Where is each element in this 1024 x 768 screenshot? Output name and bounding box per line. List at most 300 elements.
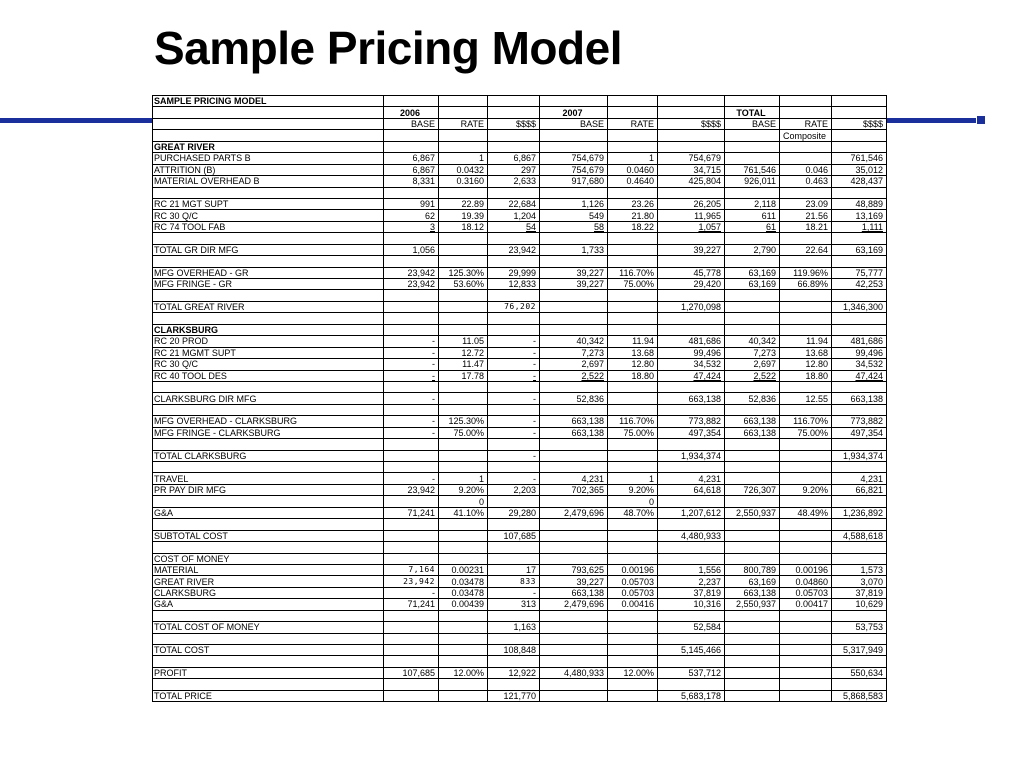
value-cell bbox=[384, 656, 439, 667]
row-label-cell: MFG FRINGE - CLARKSBURG bbox=[153, 427, 384, 438]
row-label-cell bbox=[153, 633, 384, 644]
value-cell: 1,163 bbox=[488, 622, 540, 633]
value-cell: - bbox=[488, 370, 540, 381]
value-cell bbox=[384, 290, 439, 301]
value-cell bbox=[658, 141, 725, 152]
table-row bbox=[153, 484, 887, 495]
blank-row bbox=[153, 462, 887, 473]
value-cell bbox=[608, 679, 658, 690]
value-cell: 2,522 bbox=[725, 370, 780, 381]
slide-title: Sample Pricing Model bbox=[154, 22, 622, 74]
value-cell: - bbox=[384, 416, 439, 427]
value-cell bbox=[540, 462, 608, 473]
value-cell: - bbox=[488, 450, 540, 461]
value-cell bbox=[725, 690, 780, 701]
blank-row bbox=[153, 256, 887, 267]
value-cell: 47,424 bbox=[658, 370, 725, 381]
value-cell bbox=[439, 324, 488, 335]
value-cell bbox=[658, 462, 725, 473]
value-cell bbox=[488, 519, 540, 530]
value-cell: 297 bbox=[488, 164, 540, 175]
value-cell bbox=[832, 381, 887, 392]
value-cell: 52,836 bbox=[725, 393, 780, 404]
row-label-cell: RC 20 PROD bbox=[153, 336, 384, 347]
column-header-row bbox=[153, 118, 887, 129]
value-cell bbox=[780, 313, 832, 324]
value-cell: - bbox=[384, 427, 439, 438]
value-cell bbox=[832, 519, 887, 530]
value-cell bbox=[439, 393, 488, 404]
value-cell: 0.00416 bbox=[608, 599, 658, 610]
row-label-cell: SAMPLE PRICING MODEL bbox=[153, 96, 384, 107]
value-cell: 549 bbox=[540, 210, 608, 221]
table-row bbox=[153, 450, 887, 461]
table-row bbox=[153, 530, 887, 541]
value-cell: 0.04860 bbox=[780, 576, 832, 587]
value-cell: 550,634 bbox=[832, 667, 887, 678]
row-label-cell bbox=[153, 381, 384, 392]
value-cell: 9.20% bbox=[439, 484, 488, 495]
value-cell: 63,169 bbox=[832, 244, 887, 255]
value-cell bbox=[540, 450, 608, 461]
row-label-cell bbox=[153, 439, 384, 450]
value-cell: 17 bbox=[488, 564, 540, 575]
value-cell bbox=[540, 679, 608, 690]
value-cell: 63,169 bbox=[725, 576, 780, 587]
value-cell bbox=[608, 130, 658, 141]
table-row bbox=[153, 244, 887, 255]
value-cell bbox=[384, 462, 439, 473]
table-row bbox=[153, 690, 887, 701]
row-label-cell bbox=[153, 404, 384, 415]
value-cell: 71,241 bbox=[384, 507, 439, 518]
value-cell: 2,550,937 bbox=[725, 599, 780, 610]
value-cell: - bbox=[488, 347, 540, 358]
table-row bbox=[153, 324, 887, 335]
value-cell bbox=[439, 290, 488, 301]
value-cell bbox=[658, 439, 725, 450]
value-cell bbox=[488, 462, 540, 473]
value-cell bbox=[832, 256, 887, 267]
value-cell bbox=[488, 656, 540, 667]
row-label-cell: GREAT RIVER bbox=[153, 576, 384, 587]
value-cell bbox=[439, 633, 488, 644]
value-cell: 1,111 bbox=[832, 221, 887, 232]
value-cell: 37,819 bbox=[658, 587, 725, 598]
value-cell: 42,253 bbox=[832, 279, 887, 290]
value-cell bbox=[384, 679, 439, 690]
value-cell bbox=[540, 439, 608, 450]
value-cell: 5,145,466 bbox=[658, 645, 725, 656]
value-cell: $$$$ bbox=[658, 118, 725, 129]
value-cell bbox=[725, 153, 780, 164]
value-cell bbox=[780, 462, 832, 473]
value-cell bbox=[832, 233, 887, 244]
value-cell: 7,273 bbox=[540, 347, 608, 358]
value-cell: 0.00231 bbox=[439, 564, 488, 575]
value-cell bbox=[384, 324, 439, 335]
value-cell: 2,697 bbox=[540, 359, 608, 370]
value-cell bbox=[832, 656, 887, 667]
value-cell bbox=[780, 324, 832, 335]
row-label-cell: RC 21 MGT SUPT bbox=[153, 198, 384, 209]
row-label-cell bbox=[153, 233, 384, 244]
value-cell: 2,479,696 bbox=[540, 599, 608, 610]
value-cell bbox=[439, 462, 488, 473]
value-cell: 99,496 bbox=[832, 347, 887, 358]
value-cell: 6,867 bbox=[384, 153, 439, 164]
value-cell: - bbox=[488, 416, 540, 427]
value-cell bbox=[832, 553, 887, 564]
value-cell bbox=[608, 656, 658, 667]
value-cell: 13,169 bbox=[832, 210, 887, 221]
value-cell bbox=[832, 462, 887, 473]
table-row bbox=[153, 301, 887, 312]
row-label-cell: TRAVEL bbox=[153, 473, 384, 484]
value-cell bbox=[439, 450, 488, 461]
value-cell bbox=[658, 256, 725, 267]
value-cell: 34,715 bbox=[658, 164, 725, 175]
value-cell: 0.3160 bbox=[439, 176, 488, 187]
value-cell bbox=[540, 130, 608, 141]
value-cell: 13.68 bbox=[608, 347, 658, 358]
value-cell: 497,354 bbox=[658, 427, 725, 438]
value-cell: 18.22 bbox=[608, 221, 658, 232]
value-cell: 2,522 bbox=[540, 370, 608, 381]
value-cell bbox=[608, 256, 658, 267]
value-cell bbox=[658, 679, 725, 690]
value-cell bbox=[725, 656, 780, 667]
value-cell: 4,231 bbox=[658, 473, 725, 484]
blank-row bbox=[153, 542, 887, 553]
value-cell bbox=[725, 141, 780, 152]
value-cell: 119.96% bbox=[780, 267, 832, 278]
value-cell: 1,057 bbox=[658, 221, 725, 232]
value-cell: 71,241 bbox=[384, 599, 439, 610]
value-cell bbox=[780, 233, 832, 244]
value-cell bbox=[488, 96, 540, 107]
value-cell bbox=[725, 324, 780, 335]
row-label-cell: GREAT RIVER bbox=[153, 141, 384, 152]
row-label-cell bbox=[153, 519, 384, 530]
value-cell bbox=[832, 439, 887, 450]
table-row bbox=[153, 370, 887, 381]
value-cell bbox=[488, 233, 540, 244]
table-row bbox=[153, 427, 887, 438]
value-cell: 39,227 bbox=[540, 576, 608, 587]
value-cell bbox=[488, 290, 540, 301]
row-label-cell bbox=[153, 256, 384, 267]
value-cell bbox=[384, 690, 439, 701]
value-cell bbox=[608, 290, 658, 301]
value-cell: - bbox=[488, 393, 540, 404]
table-row bbox=[153, 587, 887, 598]
value-cell bbox=[608, 107, 658, 118]
row-label-cell bbox=[153, 462, 384, 473]
value-cell bbox=[725, 679, 780, 690]
value-cell bbox=[540, 381, 608, 392]
table-row bbox=[153, 507, 887, 518]
value-cell: 11.05 bbox=[439, 336, 488, 347]
value-cell: 23,942 bbox=[384, 484, 439, 495]
value-cell bbox=[439, 187, 488, 198]
value-cell bbox=[725, 450, 780, 461]
value-cell bbox=[658, 656, 725, 667]
value-cell bbox=[832, 404, 887, 415]
value-cell bbox=[780, 633, 832, 644]
value-cell bbox=[658, 381, 725, 392]
value-cell bbox=[780, 667, 832, 678]
value-cell: 773,882 bbox=[832, 416, 887, 427]
table-row bbox=[153, 599, 887, 610]
value-cell: 425,804 bbox=[658, 176, 725, 187]
value-cell bbox=[780, 404, 832, 415]
value-cell: 991 bbox=[384, 198, 439, 209]
value-cell bbox=[780, 690, 832, 701]
value-cell: 11.94 bbox=[780, 336, 832, 347]
row-label-cell bbox=[153, 496, 384, 507]
value-cell bbox=[540, 542, 608, 553]
value-cell: 5,868,583 bbox=[832, 690, 887, 701]
value-cell: - bbox=[488, 587, 540, 598]
row-label-cell: TOTAL GR DIR MFG bbox=[153, 244, 384, 255]
value-cell: 10,629 bbox=[832, 599, 887, 610]
value-cell: 4,480,933 bbox=[658, 530, 725, 541]
value-cell: 12.55 bbox=[780, 393, 832, 404]
value-cell bbox=[540, 622, 608, 633]
value-cell: 481,686 bbox=[832, 336, 887, 347]
value-cell: 35,012 bbox=[832, 164, 887, 175]
value-cell bbox=[780, 187, 832, 198]
value-cell bbox=[439, 381, 488, 392]
pricing-model-body bbox=[153, 96, 887, 702]
value-cell bbox=[488, 107, 540, 118]
value-cell bbox=[608, 301, 658, 312]
value-cell: 48.49% bbox=[780, 507, 832, 518]
value-cell: 22.89 bbox=[439, 198, 488, 209]
value-cell: 663,138 bbox=[540, 427, 608, 438]
value-cell: 0.00417 bbox=[780, 599, 832, 610]
value-cell bbox=[780, 542, 832, 553]
value-cell: 0.00439 bbox=[439, 599, 488, 610]
value-cell bbox=[488, 130, 540, 141]
value-cell bbox=[725, 633, 780, 644]
value-cell bbox=[725, 233, 780, 244]
value-cell: 125.30% bbox=[439, 416, 488, 427]
row-label-cell: CLARKSBURG DIR MFG bbox=[153, 393, 384, 404]
table-row bbox=[153, 359, 887, 370]
value-cell bbox=[540, 645, 608, 656]
value-cell: 5,317,949 bbox=[832, 645, 887, 656]
value-cell bbox=[608, 324, 658, 335]
row-label-cell: TOTAL COST OF MONEY bbox=[153, 622, 384, 633]
value-cell bbox=[832, 496, 887, 507]
value-cell bbox=[439, 530, 488, 541]
value-cell bbox=[780, 153, 832, 164]
value-cell bbox=[540, 313, 608, 324]
table-row bbox=[153, 576, 887, 587]
value-cell bbox=[439, 141, 488, 152]
value-cell bbox=[725, 542, 780, 553]
table-row bbox=[153, 667, 887, 678]
value-cell: 0.0460 bbox=[608, 164, 658, 175]
value-cell bbox=[608, 553, 658, 564]
value-cell: 9.20% bbox=[780, 484, 832, 495]
value-cell bbox=[439, 233, 488, 244]
value-cell: 12.80 bbox=[608, 359, 658, 370]
value-cell: 8,331 bbox=[384, 176, 439, 187]
value-cell bbox=[488, 679, 540, 690]
row-label-cell: PROFIT bbox=[153, 667, 384, 678]
row-label-cell: RC 40 TOOL DES bbox=[153, 370, 384, 381]
value-cell: 833 bbox=[488, 576, 540, 587]
row-label-cell: PR PAY DIR MFG bbox=[153, 484, 384, 495]
value-cell: 75.00% bbox=[608, 427, 658, 438]
blank-row bbox=[153, 381, 887, 392]
value-cell bbox=[658, 610, 725, 621]
value-cell: 7,273 bbox=[725, 347, 780, 358]
value-cell bbox=[488, 496, 540, 507]
value-cell bbox=[439, 404, 488, 415]
value-cell: 1,204 bbox=[488, 210, 540, 221]
value-cell: 1,346,300 bbox=[832, 301, 887, 312]
value-cell: 0.00196 bbox=[780, 564, 832, 575]
blank-row bbox=[153, 679, 887, 690]
value-cell bbox=[384, 530, 439, 541]
value-cell: 2006 bbox=[384, 107, 439, 118]
value-cell bbox=[540, 96, 608, 107]
value-cell: 663,138 bbox=[725, 587, 780, 598]
pricing-model-table bbox=[152, 95, 887, 702]
value-cell bbox=[608, 313, 658, 324]
value-cell: 2,203 bbox=[488, 484, 540, 495]
value-cell: 754,679 bbox=[540, 153, 608, 164]
value-cell bbox=[439, 519, 488, 530]
value-cell bbox=[658, 187, 725, 198]
value-cell: 313 bbox=[488, 599, 540, 610]
value-cell: 52,836 bbox=[540, 393, 608, 404]
value-cell: 41.10% bbox=[439, 507, 488, 518]
value-cell bbox=[540, 141, 608, 152]
value-cell: 23,942 bbox=[384, 279, 439, 290]
value-cell: 40,342 bbox=[725, 336, 780, 347]
value-cell: 4,231 bbox=[832, 473, 887, 484]
row-label-cell: MFG OVERHEAD - GR bbox=[153, 267, 384, 278]
value-cell bbox=[608, 187, 658, 198]
value-cell: 0.463 bbox=[780, 176, 832, 187]
table-row bbox=[153, 267, 887, 278]
value-cell bbox=[384, 610, 439, 621]
value-cell bbox=[725, 439, 780, 450]
value-cell bbox=[725, 130, 780, 141]
value-cell bbox=[608, 542, 658, 553]
table-row bbox=[153, 416, 887, 427]
value-cell: 4,480,933 bbox=[540, 667, 608, 678]
value-cell: TOTAL bbox=[725, 107, 780, 118]
value-cell bbox=[488, 313, 540, 324]
table-row bbox=[153, 336, 887, 347]
composite-label-row bbox=[153, 130, 887, 141]
value-cell: 12.00% bbox=[439, 667, 488, 678]
value-cell bbox=[780, 496, 832, 507]
value-cell: 1,236,892 bbox=[832, 507, 887, 518]
value-cell: 1,270,098 bbox=[658, 301, 725, 312]
table-row bbox=[153, 153, 887, 164]
value-cell: 0.0432 bbox=[439, 164, 488, 175]
value-cell: 0.046 bbox=[780, 164, 832, 175]
value-cell bbox=[384, 313, 439, 324]
value-cell: 23,942 bbox=[384, 267, 439, 278]
value-cell bbox=[832, 610, 887, 621]
value-cell: - bbox=[488, 336, 540, 347]
value-cell: 1 bbox=[608, 473, 658, 484]
value-cell: 29,420 bbox=[658, 279, 725, 290]
value-cell: - bbox=[488, 473, 540, 484]
value-cell bbox=[540, 519, 608, 530]
value-cell bbox=[384, 439, 439, 450]
table-row bbox=[153, 141, 887, 152]
value-cell: 21.56 bbox=[780, 210, 832, 221]
value-cell bbox=[658, 96, 725, 107]
value-cell: Composite bbox=[780, 130, 832, 141]
value-cell bbox=[832, 633, 887, 644]
value-cell bbox=[832, 96, 887, 107]
value-cell: 2,237 bbox=[658, 576, 725, 587]
table-row bbox=[153, 221, 887, 232]
row-label-cell: PURCHASED PARTS B bbox=[153, 153, 384, 164]
value-cell bbox=[439, 679, 488, 690]
value-cell: RATE bbox=[608, 118, 658, 129]
value-cell: 754,679 bbox=[540, 164, 608, 175]
row-label-cell bbox=[153, 107, 384, 118]
value-cell: 663,138 bbox=[540, 587, 608, 598]
value-cell: 12.00% bbox=[608, 667, 658, 678]
value-cell: 125.30% bbox=[439, 267, 488, 278]
value-cell: 663,138 bbox=[658, 393, 725, 404]
value-cell: 12,833 bbox=[488, 279, 540, 290]
row-label-cell: RC 21 MGMT SUPT bbox=[153, 347, 384, 358]
row-label-cell: TOTAL COST bbox=[153, 645, 384, 656]
value-cell: 45,778 bbox=[658, 267, 725, 278]
value-cell bbox=[780, 381, 832, 392]
value-cell bbox=[439, 690, 488, 701]
value-cell: 761,546 bbox=[832, 153, 887, 164]
row-label-cell: ATTRITION (B) bbox=[153, 164, 384, 175]
value-cell: 107,685 bbox=[384, 667, 439, 678]
blank-row bbox=[153, 233, 887, 244]
row-label-cell bbox=[153, 290, 384, 301]
table-row bbox=[153, 347, 887, 358]
value-cell bbox=[658, 496, 725, 507]
value-cell bbox=[780, 473, 832, 484]
value-cell: 0.03478 bbox=[439, 587, 488, 598]
value-cell bbox=[540, 610, 608, 621]
value-cell: 800,789 bbox=[725, 564, 780, 575]
value-cell bbox=[725, 622, 780, 633]
value-cell bbox=[608, 530, 658, 541]
value-cell: 4,588,618 bbox=[832, 530, 887, 541]
value-cell: 2,479,696 bbox=[540, 507, 608, 518]
blank-row bbox=[153, 496, 887, 507]
title-rule-right bbox=[886, 118, 976, 123]
row-label-cell: TOTAL PRICE bbox=[153, 690, 384, 701]
value-cell: - bbox=[384, 359, 439, 370]
value-cell: 2,550,937 bbox=[725, 507, 780, 518]
value-cell: 26,205 bbox=[658, 198, 725, 209]
value-cell: 66.89% bbox=[780, 279, 832, 290]
value-cell bbox=[488, 381, 540, 392]
value-cell: 13.68 bbox=[780, 347, 832, 358]
